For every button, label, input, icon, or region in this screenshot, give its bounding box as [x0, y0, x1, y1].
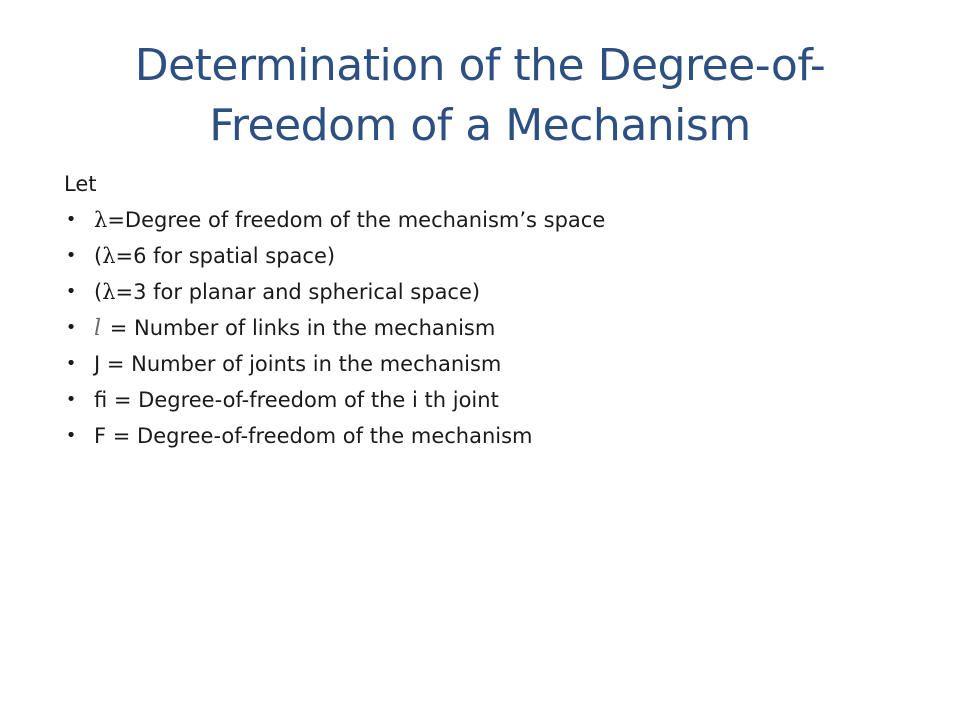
- item-text: F = Degree-of-freedom of the mechanism: [94, 424, 533, 448]
- bullet-list: [64, 202, 904, 454]
- list-item: [64, 274, 904, 310]
- item-text: = Number of links in the mechanism: [103, 316, 496, 340]
- bullet-dot-icon: •: [65, 317, 77, 338]
- item-text: fi = Degree-of-freedom of the i th joint: [94, 388, 499, 412]
- title-line-2: Freedom of a Mechanism: [209, 100, 751, 151]
- list-item: [64, 418, 904, 454]
- item-text: =6 for spatial space): [115, 244, 336, 268]
- bullet-dot-icon: •: [65, 389, 77, 410]
- title-line-1: Determination of the Degree-of-: [134, 40, 826, 91]
- intro-text: Let: [64, 172, 97, 196]
- item-text: J = Number of joints in the mechanism: [94, 352, 502, 376]
- link-count-symbol: l: [94, 316, 102, 341]
- bullet-dot-icon: •: [65, 353, 77, 374]
- list-item: [64, 202, 904, 238]
- bullet-dot-icon: •: [65, 425, 77, 446]
- list-item: [64, 310, 904, 346]
- slide-body: [64, 170, 904, 454]
- lambda-symbol: λ: [102, 280, 116, 304]
- list-item: [64, 382, 904, 418]
- bullet-dot-icon: •: [65, 281, 77, 302]
- list-item: [64, 238, 904, 274]
- bullet-dot-icon: •: [65, 209, 77, 230]
- lambda-symbol: λ: [102, 244, 116, 268]
- lambda-symbol: λ: [94, 208, 108, 232]
- item-prefix: (: [94, 280, 103, 304]
- slide-title: [40, 36, 920, 156]
- item-text: =3 for planar and spherical space): [115, 280, 481, 304]
- item-prefix: (: [94, 244, 103, 268]
- bullet-dot-icon: •: [65, 245, 77, 266]
- item-text: =Degree of freedom of the mechanism’s space: [107, 208, 606, 232]
- list-item: [64, 346, 904, 382]
